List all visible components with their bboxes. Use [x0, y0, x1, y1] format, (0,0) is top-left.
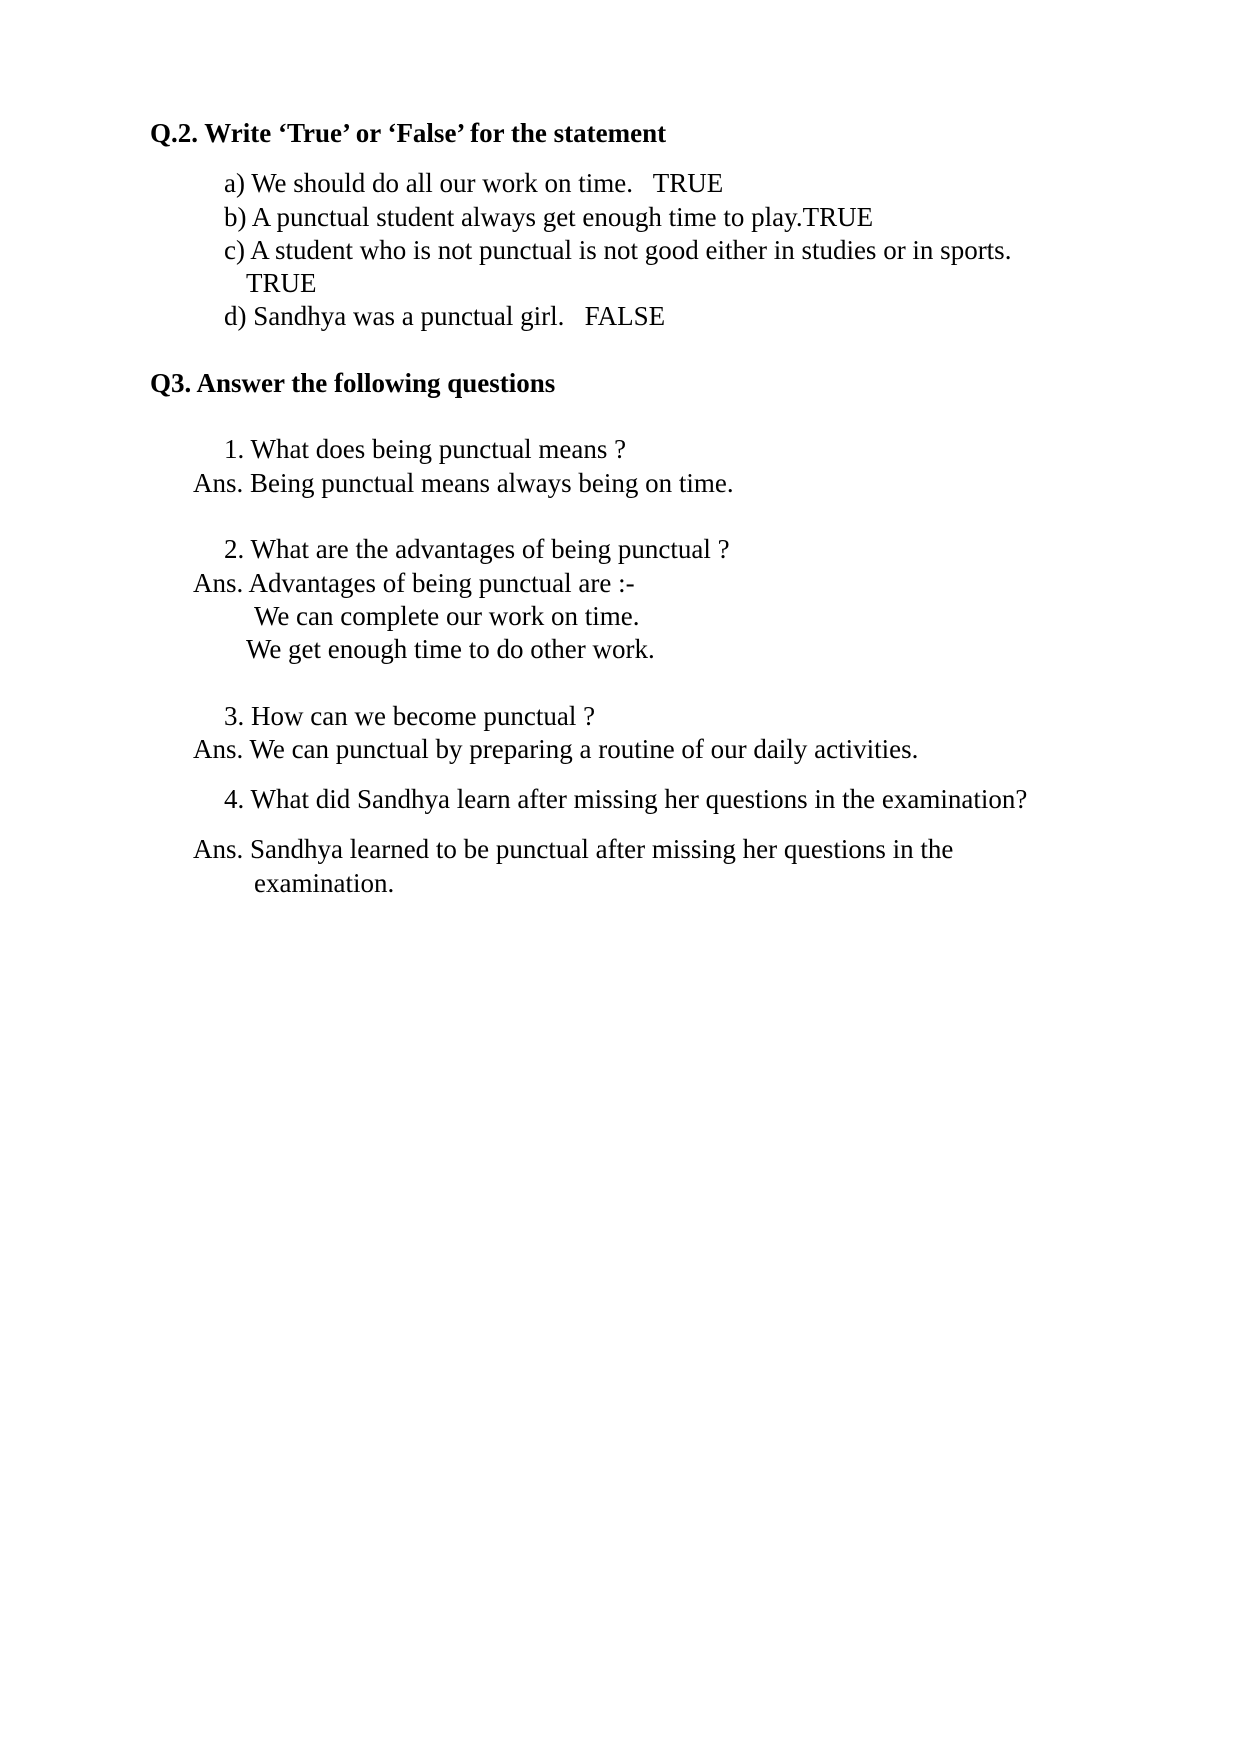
q2-item-b: b) A punctual student always get enough time to play.TRUE [224, 202, 874, 232]
q3-question-2: 2. What are the advantages of being punctual ? [224, 534, 730, 564]
q2-item-c-answer: TRUE [246, 268, 317, 298]
q3-question-3: 3. How can we become punctual ? [224, 701, 596, 731]
q3-answer-1: Ans. Being punctual means always being on time. [193, 468, 734, 498]
q3-answer-4-continued: examination. [254, 868, 395, 898]
q3-question-4: 4. What did Sandhya learn after missing her questions in the examination? [224, 784, 1028, 814]
q3-question-1: 1. What does being punctual means ? [224, 434, 627, 464]
q2-item-a: a) We should do all our work on time. TRUE [224, 168, 724, 198]
q3-answer-2-point-1: We can complete our work on time. [254, 601, 640, 631]
q3-answer-4: Ans. Sandhya learned to be punctual after missing her questions in the [193, 834, 954, 864]
q3-heading: Q3. Answer the following questions [150, 368, 556, 398]
q2-item-d: d) Sandhya was a punctual girl. FALSE [224, 301, 666, 331]
q3-answer-2-point-2: We get enough time to do other work. [246, 634, 655, 664]
q2-heading: Q.2. Write ‘True’ or ‘False’ for the statement [150, 118, 667, 148]
q3-answer-3: Ans. We can punctual by preparing a routine of our daily activities. [193, 734, 919, 764]
q3-answer-2: Ans. Advantages of being punctual are :- [193, 568, 635, 598]
q2-item-c: c) A student who is not punctual is not good either in studies or in sports. [224, 235, 1012, 265]
